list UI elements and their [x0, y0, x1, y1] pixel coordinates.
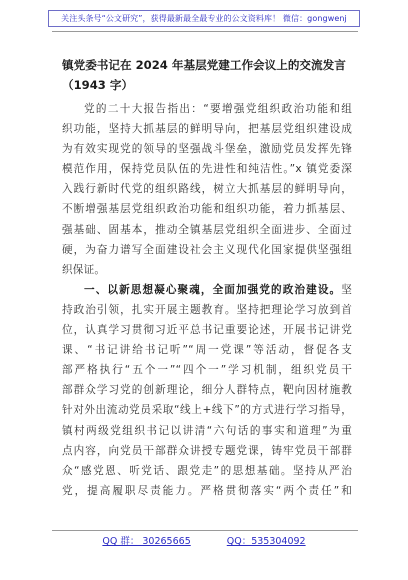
paragraph-line: 为有效实现党的领导的坚强战斗堡垒，激励党员发挥先锋	[62, 143, 352, 156]
paragraph-line: 党的二十大报告指出：“要增强党组织政治功能和组	[84, 103, 352, 115]
section-heading-line	[62, 280, 352, 300]
paragraph-line: 党，提高履职尽责能力。严格贯彻落实“两个责任”和	[62, 484, 352, 497]
paragraph-line: 位，认真学习贯彻习近平总书记重要论述，开展书记讲党	[62, 324, 352, 337]
paragraph-line: 部群众学习党的创新理论，细分人群特点，靶向因材施教	[62, 384, 352, 397]
document-title: 镇党委书记在 2024 年基层党建工作会议上的交流发言	[62, 58, 346, 72]
header-divider	[52, 31, 358, 32]
footer-divider	[52, 530, 358, 531]
paragraph-line: 模范作用，保持党员队伍的先进性和纯洁性。”x 镇党委深	[62, 163, 352, 176]
paragraph-line: 持政治引领，扎实开展主题教育。坚持把理论学习放到首	[62, 303, 352, 316]
document-body	[62, 99, 352, 501]
paragraph-line: 入践行新时代党的组织路线，树立大抓基层的鲜明导向，	[62, 183, 352, 196]
paragraph-line: 强基础、固基本，推动全镇基层党组织全面进步、全面过	[62, 223, 352, 236]
footer-qq-group: QQ 群： 30265665	[102, 536, 191, 547]
header-banner	[48, 10, 360, 27]
paragraph-line: 织保证。	[62, 263, 106, 276]
paragraph-line: 点内容，向党员干部群众讲授专题党课，铸牢党员干部群	[62, 444, 352, 457]
paragraph-line: 部严格执行“五个一”“四个一”学习机制，组织党员干	[62, 364, 352, 377]
header-banner-text: 关注头条号“公文研究”，获得最新最全最专业的公文资料库！ 微信：gongwenj	[61, 14, 347, 23]
paragraph-line: 众“感党恩、听党话、跟党走”的思想基础。坚持从严治	[62, 464, 352, 477]
section-heading-tail: 坚	[341, 283, 352, 296]
paragraph-line: 针对外出流动党员采取“线上+线下”的方式进行学习指导，	[62, 404, 352, 417]
paragraph-line: 不断增强基层党组织政治功能和组织功能，着力抓基层、	[62, 203, 352, 216]
paragraph-line: 课、“书记讲给书记听”“周一党课”等活动，督促各支	[62, 344, 352, 357]
document-word-count: （1943 字）	[62, 78, 134, 92]
paragraph-line: 镇村两级党组织书记以讲清“六句话的事实和道理”为重	[62, 424, 352, 437]
paragraph-line: 硬，为奋力谱写全面建设社会主义现代化国家提供坚强组	[62, 243, 352, 256]
section-heading: 一、以新思想凝心聚魂，全面加强党的政治建设。	[84, 283, 342, 296]
footer	[0, 533, 408, 547]
paragraph-line: 织功能，坚持大抓基层的鲜明导向，把基层党组织建设成	[62, 123, 352, 136]
footer-qq: QQ：535304092	[226, 536, 306, 547]
